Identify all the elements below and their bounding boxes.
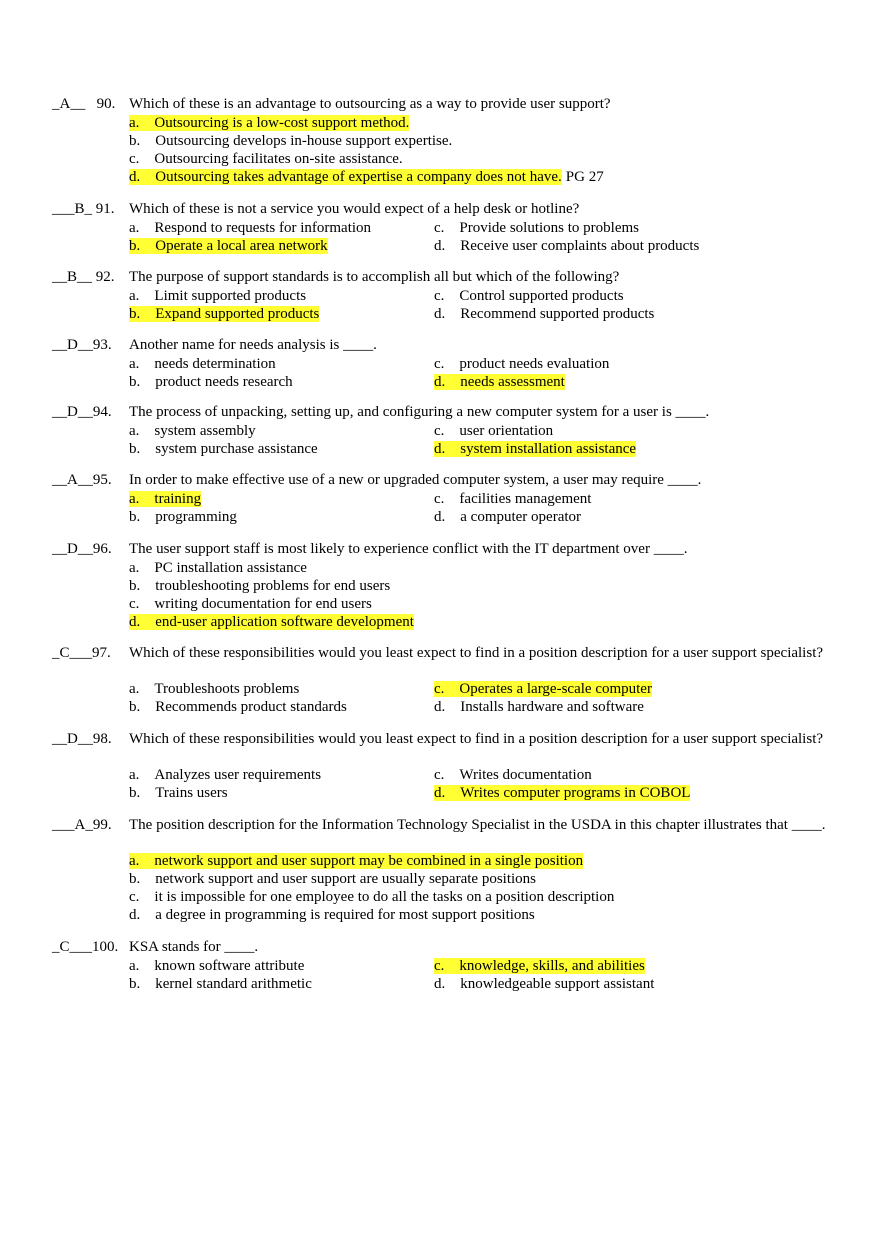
option-a: a. Respond to requests for information (129, 220, 372, 236)
question-99 (52, 816, 842, 924)
option-d: d. needs assessment (434, 374, 565, 390)
option-a: a. needs determination (129, 356, 276, 372)
question-96 (52, 540, 842, 631)
option-b: b. network support and user support are usually separate positions (129, 871, 536, 887)
option-a: a. Limit supported products (129, 288, 307, 304)
option-b: b. Expand supported products (129, 306, 320, 322)
option-b: b. system purchase assistance (129, 441, 318, 457)
option-c: c. facilities management (434, 491, 592, 507)
option-d: d. Receive user complaints about products (434, 238, 700, 254)
option-c: c. user orientation (434, 423, 554, 439)
option-d: d. system installation assistance (434, 441, 637, 457)
question-text: The user support staff is most likely to experience conflict with the IT department over ____. (129, 541, 688, 557)
option-a: a. PC installation assistance (129, 560, 307, 576)
option-c: c. writing documentation for end users (129, 596, 372, 612)
question-text: In order to make effective use of a new or upgraded computer system, a user may require ____. (129, 472, 702, 488)
question-prefix: __D__96. (52, 541, 112, 557)
option-a: a. Outsourcing is a low-cost support method. (129, 115, 410, 131)
question-prefix: ___B_ 91. (52, 201, 115, 217)
question-100 (52, 938, 842, 993)
question-text: The process of unpacking, setting up, and configuring a new computer system for a user is ____. (129, 404, 710, 420)
option-a: a. Troubleshoots problems (129, 681, 300, 697)
option-b: b. Outsourcing develops in-house support expertise. (129, 133, 453, 149)
question-prefix: __A__95. (52, 472, 112, 488)
option-c: c. Outsourcing facilitates on-site assistance. (129, 151, 403, 167)
option-d: d. Outsourcing takes advantage of expertise a company does not have. PG 27 (129, 169, 604, 185)
question-text: Which of these is not a service you would expect of a help desk or hotline? (129, 201, 580, 217)
question-text: The position description for the Information Technology Specialist in the USDA in this chapter illustrates that ____. (129, 817, 826, 833)
option-b: b. programming (129, 509, 237, 525)
option-c: c. knowledge, skills, and abilities (434, 958, 645, 974)
option-d: d. Installs hardware and software (434, 699, 644, 715)
option-a: a. network support and user support may be combined in a single position (129, 853, 584, 869)
option-c: c. Control supported products (434, 288, 624, 304)
option-a: a. training (129, 491, 202, 507)
option-a: a. system assembly (129, 423, 256, 439)
option-d: d. knowledgeable support assistant (434, 976, 655, 992)
question-prefix: __D__94. (52, 404, 112, 420)
option-b: b. troubleshooting problems for end users (129, 578, 391, 594)
page-reference-note: PG 27 (565, 169, 604, 185)
question-text: Which of these responsibilities would you least expect to find in a position description for a user support specialist? (129, 645, 824, 661)
question-97 (52, 644, 842, 716)
option-b: b. Recommends product standards (129, 699, 347, 715)
question-91 (52, 200, 842, 255)
question-94 (52, 403, 842, 458)
question-95 (52, 471, 842, 526)
option-d: d. Recommend supported products (434, 306, 655, 322)
question-text: KSA stands for ____. (129, 939, 259, 955)
question-93 (52, 336, 842, 391)
question-prefix: _C___100. (52, 939, 119, 955)
question-text: Which of these responsibilities would you least expect to find in a position description for a user support specialist? (129, 731, 824, 747)
option-d: d. Writes computer programs in COBOL (434, 785, 691, 801)
question-92 (52, 268, 842, 323)
option-d: d. end-user application software development (129, 614, 414, 630)
option-a: a. Analyzes user requirements (129, 767, 322, 783)
question-prefix: _A__ 90. (52, 96, 116, 112)
question-prefix: ___A_99. (52, 817, 112, 833)
question-text: Which of these is an advantage to outsourcing as a way to provide user support? (129, 96, 611, 112)
question-text: Another name for needs analysis is ____. (129, 337, 377, 353)
option-b: b. product needs research (129, 374, 293, 390)
option-d: d. a degree in programming is required for most support positions (129, 907, 535, 923)
question-text: The purpose of support standards is to accomplish all but which of the following? (129, 269, 620, 285)
question-prefix: _C___97. (52, 645, 111, 661)
option-c: c. Writes documentation (434, 767, 592, 783)
question-98 (52, 730, 842, 802)
option-b: b. kernel standard arithmetic (129, 976, 312, 992)
option-b: b. Operate a local area network (129, 238, 328, 254)
question-90 (52, 95, 842, 186)
option-c: c. product needs evaluation (434, 356, 610, 372)
option-c: c. Provide solutions to problems (434, 220, 640, 236)
question-prefix: __D__93. (52, 337, 112, 353)
option-b: b. Trains users (129, 785, 228, 801)
option-d: d. a computer operator (434, 509, 582, 525)
question-prefix: __B__ 92. (52, 269, 115, 285)
option-c: c. Operates a large-scale computer (434, 681, 652, 697)
question-prefix: __D__98. (52, 731, 112, 747)
option-c: c. it is impossible for one employee to do all the tasks on a position description (129, 889, 615, 905)
option-a: a. known software attribute (129, 958, 305, 974)
